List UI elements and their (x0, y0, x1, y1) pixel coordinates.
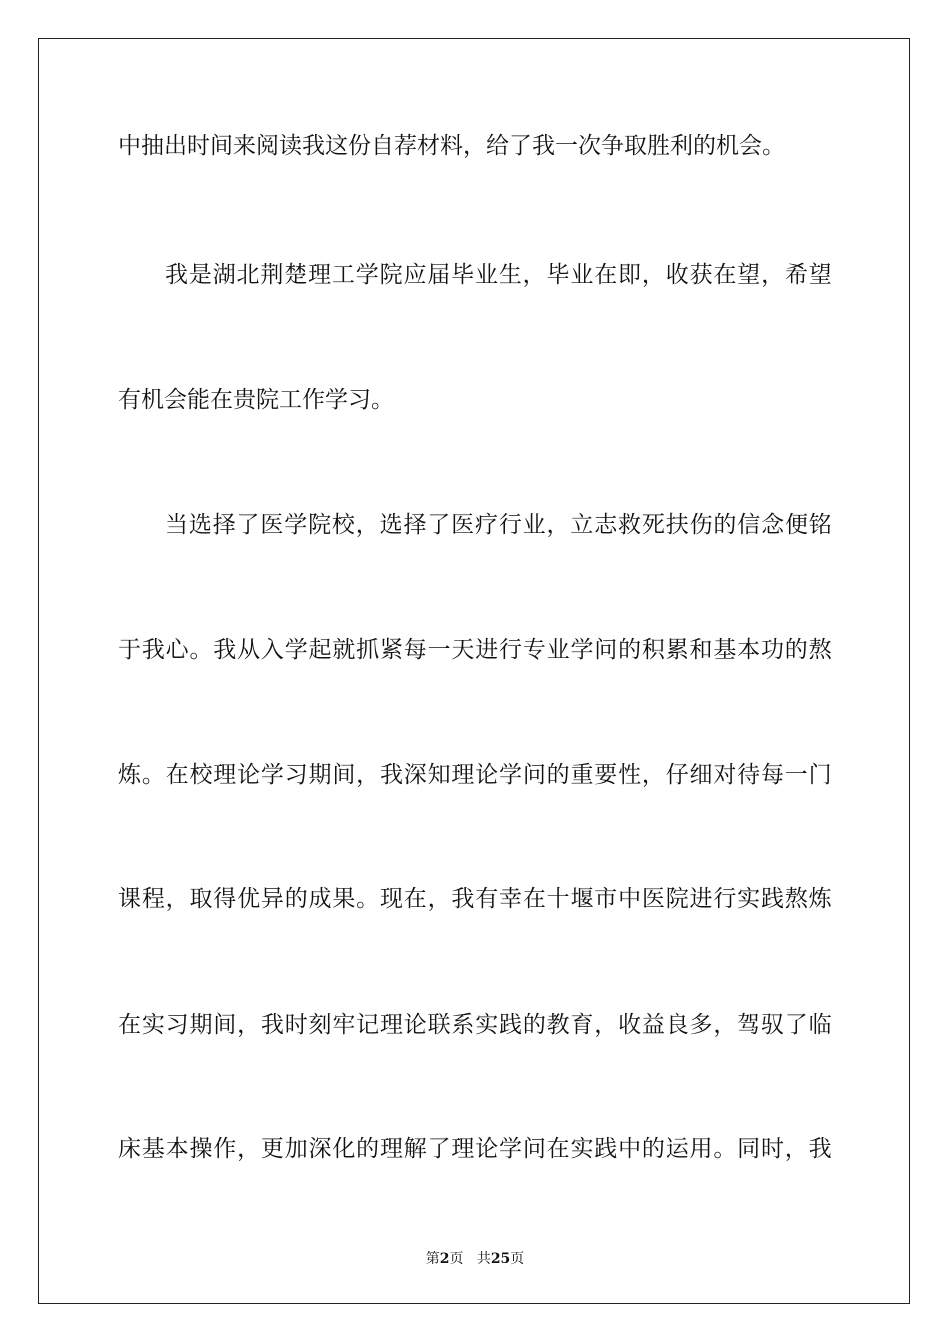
page-frame (38, 38, 910, 1304)
text-line-6: 炼 。 在 校 理 论 学 习 期 间 ， 我 深 知 理 论 学 问 的 重 要 性 ， 仔 细 对 待 每 一 门 (118, 762, 832, 788)
footer-total-pages: 25 (490, 1251, 511, 1267)
text-line-2: 我 是 湖 北 荆 楚 理 工 学 院 应 届 毕 业 生 ， 毕 业 在 即 ， 收 获 在 望 ， 希 望 (165, 262, 832, 288)
text-line-7: 课 程 ， 取 得 优 异 的 成 果 。 现 在 ， 我 有 幸 在 十 堰 市 中 医 院 进 行 实 践 熬 炼 (118, 886, 832, 912)
footer-total-suffix: 页 (510, 1251, 525, 1267)
text-line-1: 中抽出时间来阅读我这份自荐材料，给了我一次争取胜利的机会。 (118, 133, 785, 159)
text-line-8: 在 实 习 期 间 ， 我 时 刻 牢 记 理 论 联 系 实 践 的 教 育 ， 收 益 良 多 ， 驾 驭 了 临 (118, 1012, 832, 1038)
footer-page-number: 2 (439, 1251, 450, 1267)
text-line-4: 当 选 择 了 医 学 院 校 ， 选 择 了 医 疗 行 业 ， 立 志 救 死 扶 伤 的 信 念 便 铭 (165, 512, 832, 538)
text-line-5: 于 我 心 。 我 从 入 学 起 就 抓 紧 每 一 天 进 行 专 业 学 问 的 积 累 和 基 本 功 的 熬 (118, 637, 832, 663)
footer-page-suffix: 页 (449, 1251, 464, 1267)
text-line-3: 有机会能在贵院工作学习。 (118, 387, 394, 413)
footer-total-prefix: 共 (476, 1251, 491, 1267)
page-footer (0, 1248, 950, 1268)
footer-page-prefix: 第 (425, 1251, 440, 1267)
text-line-9: 床 基 本 操 作 ， 更 加 深 化 的 理 解 了 理 论 学 问 在 实 践 中 的 运 用 。 同 时 ， 我 (118, 1136, 832, 1162)
